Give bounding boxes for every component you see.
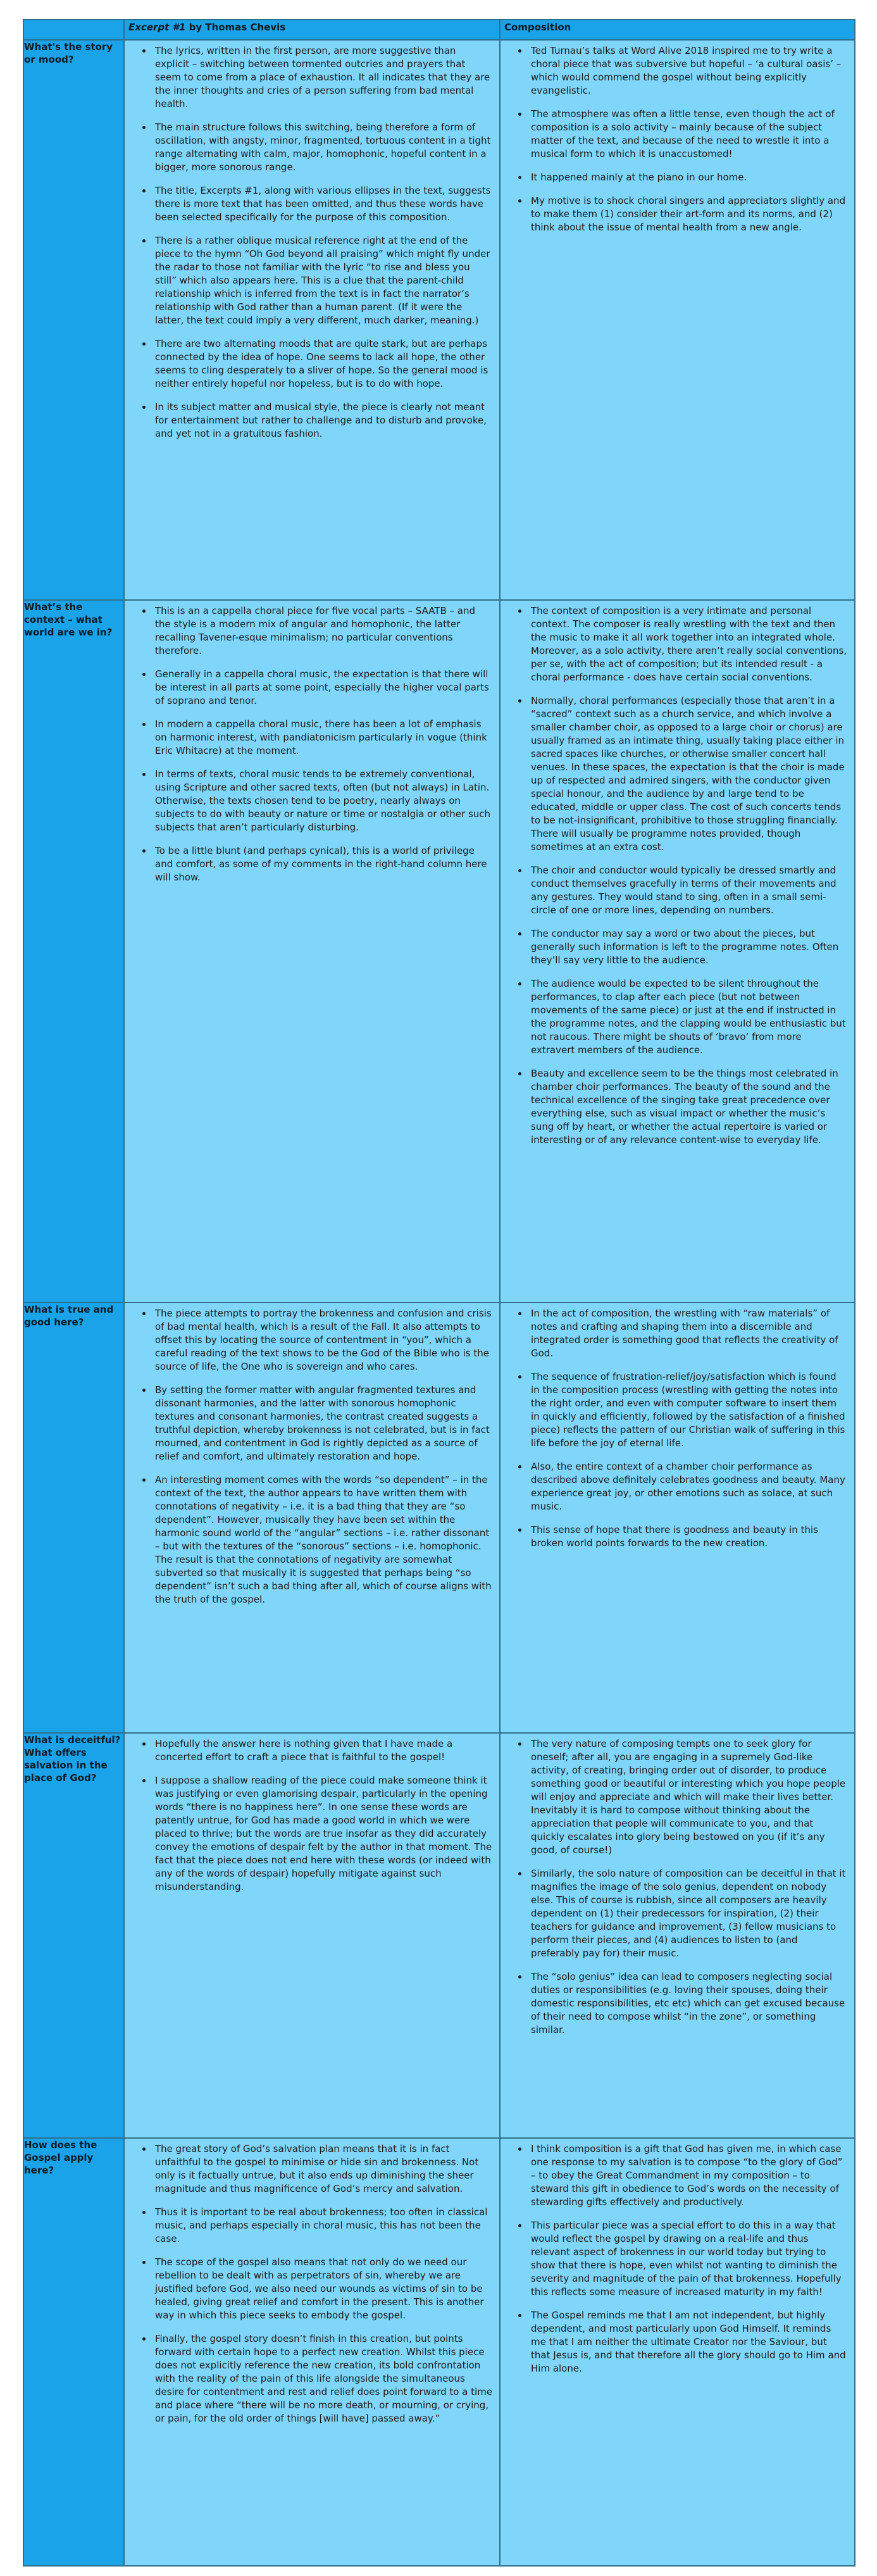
bullet-item: • I suppose a shallow reading of the piece could make someone think it was justifying or even glamorising despair, particularly in the opening words “there is no happiness here”. In one sense these words are patently untrue, for God has made a good world in which we were placed to thrive; but the words are true insofar as they did accurately convey the emotions of despair felt by the author in that moment. The fact that the piece does not end here with these words (or indeed with any of the words of despair) hopefully mitigate against such misunderstanding.	[152, 1774, 493, 1894]
bullet-item: • There are two alternating moods that are quite stark, but are perhaps connected by the idea of hope. One seems to lack all hope, the other seems to cling desperately to a sliver of hope. So the general mood is neither entirely hopeful nor hopeless, but is to do with hope.	[152, 337, 493, 391]
bullet-item: • In terms of texts, choral music tends to be extremely conventional, using Scripture and other sacred texts, often (but not always) in Latin. Otherwise, the texts chosen tend to be poetry, nearly always on subjects to do with beauty or nature or time or nostalgia or other such subjects that aren’t particularly disturbing.	[152, 768, 493, 834]
bullet-item: • The context of composition is a very intimate and personal context. The composer is really wrestling with the text and then the music to make it all work together into an integrated whole. Moreover, as a solo activity, there aren’t really social conventions, per se, with the act of composition; but its intended result - a choral performance - does have certain social conventions.	[528, 604, 848, 684]
bullet-item: • The title, Excerpts #1, along with various ellipses in the text, suggests there is more text that has been omitted, and thus these words have been selected specifically for the purpose of this composition.	[152, 184, 493, 224]
excerpt-cell	[124, 1733, 500, 2138]
composition-list	[501, 1307, 854, 1550]
composition-list	[501, 604, 854, 1147]
reflection-table	[23, 19, 855, 2567]
bullet-item: • In its subject matter and musical style, the piece is clearly not meant for entertainment but rather to challenge and to disturb and provoke, and yet not in a gratuitous fashion.	[152, 401, 493, 441]
bullet-item: • Generally in a cappella choral music, the expectation is that there will be interest in all parts at some point, especially the higher vocal parts of soprano and tenor.	[152, 668, 493, 708]
bullet-item: • Thus it is important to be real about brokenness; too often in classical music, and perhaps especially in choral music, this has not been the case.	[152, 2206, 493, 2246]
bullet-item: • An interesting moment comes with the words “so dependent” – in the context of the text, the author appears to have written them with connotations of negativity – i.e. it is a bad thing that they are “so dependent”. However, musically they have been set within the harmonic sound world of the “angular” sections – i.e. rather dissonant – but with the textures of the “sonorous” sections – i.e. homophonic. The result is that the connotations of negativity are somewhat subverted so that musically it is suggested that perhaps being “so dependent” isn’t such a bad thing after all, which of course aligns with the truth of the gospel.	[152, 1473, 493, 1606]
bullet-item: • This particular piece was a special effort to do this in a way that would reflect the gospel by drawing on a real-life and thus relevant aspect of brokenness in our world today but trying to show that there is hope, even whilst not wanting to diminish the severity and magnitude of the pain of that brokenness. Hopefully this reflects some measure of increased maturity in my faith!	[528, 2219, 848, 2299]
bullet-item: • Beauty and excellence seem to be the things most celebrated in chamber choir performances. The beauty of the sound and the technical excellence of the singing take great precedence over everything else, such as visual impact or whether the music’s sung off by heart, or whether the actual repertoire is varied or interesting or of any relevance content-wise to everyday life.	[528, 1067, 848, 1147]
bullet-item: • Similarly, the solo nature of composition can be deceitful in that it magnifies the image of the solo genius, dependent on nobody else. This of course is rubbish, since all composers are heavily dependent on (1) their predecessors for inspiration, (2) their teachers for guidance and improvement, (3) fellow musicians to perform their pieces, and (4) audiences to listen to (and preferably pay for) their music.	[528, 1867, 848, 1960]
row-true-good	[23, 1303, 855, 1733]
row-question: What’s the context – what world are we in?	[23, 600, 124, 1303]
bullet-item: • The Gospel reminds me that I am not independent, but highly dependent, and most particularly upon God Himself. It reminds me that I am neither the ultimate Creator nor the Saviour, but that Jesus is, and that therefore all the glory should go to Him and Him alone.	[528, 2309, 848, 2375]
bullet-item: • In the act of composition, the wrestling with “raw materials” of notes and crafting and shaping them into a discernible and integrated order is something good that reflects the creativity of God.	[528, 1307, 848, 1360]
row-question: How does the Gospel apply here?	[23, 2138, 124, 2566]
bullet-item: • Also, the entire context of a chamber choir performance as described above definitely celebrates goodness and beauty. Many experience great joy, or other emotions such as solace, at such music.	[528, 1460, 848, 1513]
excerpt-list	[125, 1307, 499, 1606]
excerpt-cell	[124, 600, 500, 1303]
row-deceitful	[23, 1733, 855, 2138]
bullet-item: • I think composition is a gift that God has given me, in which case one response to my salvation is to compose “to the glory of God” – to obey the Great Commandment in my composition – to steward this gift in obedience to God’s words on the necessity of stewarding gifts effectively and productively.	[528, 2142, 848, 2209]
bullet-item: • In modern a cappella choral music, there has been a lot of emphasis on harmonic interest, with pandiatonicism particularly in vogue (think Eric Whitacre) at the moment.	[152, 718, 493, 758]
bullet-item: • The conductor may say a word or two about the pieces, but generally such information is left to the programme notes. Often they’ll say very little to the audience.	[528, 927, 848, 967]
bullet-item: • The audience would be expected to be silent throughout the performances, to clap after each piece (but not between movements of the same piece) or just at the end if instructed in the programme notes, and the clapping would be enthusiastic but not raucous. There might be shouts of ‘bravo’ from more extravert members of the audience.	[528, 977, 848, 1057]
header-excerpt-cell	[124, 20, 500, 40]
row-question: What is true and good here?	[23, 1303, 124, 1733]
row-context	[23, 600, 855, 1303]
bullet-item: • By setting the former matter with angular fragmented textures and dissonant harmonies, and the latter with sonorous homophonic textures and consonant harmonies, the contrast created suggests a truthful depiction, whereby brokenness is not celebrated, but is in fact mourned, and contentment in God is rightly depicted as a source of relief and comfort, and ultimately restoration and hope.	[152, 1384, 493, 1463]
excerpt-list	[125, 1737, 499, 1894]
excerpt-list	[125, 44, 499, 441]
bullet-item: • The atmosphere was often a little tense, even though the act of composition is a solo activity – mainly because of the subject matter of the text, and because of the need to wrestle it into a musical form to which it is unaccustomed!	[528, 108, 848, 161]
bullet-item: • It happened mainly at the piano in our home.	[528, 171, 848, 184]
composition-list	[501, 44, 854, 234]
bullet-item: • The choir and conductor would typically be dressed smartly and conduct themselves gracefully in terms of their movements and any gestures. They would stand to sing, often in a small semi-circle of one or more lines, depending on numbers.	[528, 864, 848, 917]
composition-cell	[500, 1303, 855, 1733]
bullet-item: • My motive is to shock choral singers and appreciators slightly and to make them (1) consider their art-form and its norms, and (2) think about the issue of mental health from a new angle.	[528, 194, 848, 234]
bullet-item: • To be a little blunt (and perhaps cynical), this is a world of privilege and comfort, as some of my comments in the right-hand column here will show.	[152, 844, 493, 884]
excerpt-cell	[124, 1303, 500, 1733]
composition-cell	[500, 600, 855, 1303]
excerpt-list	[125, 2142, 499, 2425]
bullet-item: • The piece attempts to portray the brokenness and confusion and crisis of bad mental health, which is a result of the Fall. It also attempts to offset this by locating the source of contentment in “you”, which a careful reading of the text shows to be the God of the Bible who is the source of life, the One who is sovereign and who cares.	[152, 1307, 493, 1373]
bullet-item: • The sequence of frustration-relief/joy/satisfaction which is found in the composition process (wrestling with getting the notes into the right order, and even with computer software to insert them in quickly and efficiently, followed by the satisfaction of a finished piece) reflects the pattern of our Christian walk of suffering in this life before the joy of eternal life.	[528, 1370, 848, 1450]
composition-cell	[500, 2138, 855, 2566]
header-row	[23, 20, 855, 40]
bullet-item: • This is an a cappella choral piece for five vocal parts – SAATB – and the style is a modern mix of angular and homophonic, the latter recalling Tavener-esque minimalism; no particular conventions therefore.	[152, 604, 493, 658]
composition-cell	[500, 1733, 855, 2138]
bullet-item: • The lyrics, written in the first person, are more suggestive than explicit – switching between tormented outcries and prayers that seem to come from a place of exhaustion. It all indicates that they are the inner thoughts and cries of a person suffering from bad mental health.	[152, 44, 493, 111]
row-story	[23, 40, 855, 600]
bullet-item: • The great story of God’s salvation plan means that it is in fact unfaithful to the gospel to minimise or hide sin and brokenness. Not only is it factually untrue, but it also ends up diminishing the sheer magnitude and thus magnificence of God’s mercy and salvation.	[152, 2142, 493, 2196]
bullet-item: • The main structure follows this switching, being therefore a form of oscillation, with angsty, minor, fragmented, tortuous content in a tight range alternating with calm, major, homophonic, hopeful content in a bigger, more sonorous range.	[152, 121, 493, 174]
excerpt-list	[125, 604, 499, 884]
bullet-item: • Normally, choral performances (especially those that aren’t in a “sacred” context such as a church service, and which involve a smaller chamber choir, as opposed to a large choir or chorus) are usually framed as an intimate thing, usually taking place either in sacred spaces like churches, or otherwise smaller concert hall venues. In these spaces, the expectation is that the choir is made up of respected and admired singers, with the conductor given special honour, and the audience by and large tend to be educated, middle or upper class. The cost of such concerts tends to be not-insignificant, prohibitive to those struggling financially. There will usually be programme notes provided, though sometimes at an extra cost.	[528, 694, 848, 854]
row-question: What is deceitful? What offers salvation in the place of God?	[23, 1733, 124, 2138]
bullet-item: • There is a rather oblique musical reference right at the end of the piece to the hymn “Oh God beyond all praising” which might fly under the radar to those not familiar with the lyric “to rise and bless you still” which also appears here. This is a clue that the parent-child relationship which is inferred from the text is in fact the narrator’s relationship with God rather than a human parent. (If it were the latter, the text could imply a very different, much darker, meaning.)	[152, 234, 493, 327]
bullet-item: • The “solo genius” idea can lead to composers neglecting social duties or responsibilities (e.g. loving their spouses, doing their domestic responsibilities, etc etc) which can get excused because of their need to compose whilst “in the zone”, or something similar.	[528, 1970, 848, 2037]
row-question: What's the story or mood?	[23, 40, 124, 600]
header-composition-cell: Composition	[500, 20, 855, 40]
header-excerpt-title: Excerpt #1	[128, 22, 186, 33]
header-excerpt-author: by Thomas Chevis	[185, 22, 286, 33]
bullet-item: • Finally, the gospel story doesn’t finish in this creation, but points forward with certain hope to a perfect new creation. Whilst this piece does not explicitly reference the new creation, its bold confrontation with the reality of the pain of this life alongside the simultaneous desire for contentment and rest and relief does point forward to a time and place where “there will be no more death, or mourning, or crying, or pain, for the old order of things [will have] passed away.”	[152, 2332, 493, 2425]
composition-list	[501, 1737, 854, 2037]
excerpt-cell	[124, 40, 500, 600]
bullet-item: • The scope of the gospel also means that not only do we need our rebellion to be dealt with as perpetrators of sin, whereby we are justified before God, we also need our wounds as victims of sin to be healed, giving great relief and comfort in the present. This is another way in which this piece seeks to embody the gospel.	[152, 2256, 493, 2322]
row-gospel	[23, 2138, 855, 2566]
composition-cell	[500, 40, 855, 600]
bullet-item: • Hopefully the answer here is nothing given that I have made a concerted effort to craft a piece that is faithful to the gospel!	[152, 1737, 493, 1764]
bullet-item: • This sense of hope that there is goodness and beauty in this broken world points forwards to the new creation.	[528, 1523, 848, 1550]
composition-list	[501, 2142, 854, 2375]
bullet-item: • The very nature of composing tempts one to seek glory for oneself; after all, you are engaging in a supremely God-like activity, of creating, bringing order out of disorder, to produce something good or beautiful or interesting which you hope people will enjoy and appreciate and which will make their lives better. Inevitably it is hard to compose without thinking about the appreciation that people will communicate to you, and that quickly escalates into glory being bestowed on you (if it’s any good, of course!)	[528, 1737, 848, 1857]
excerpt-cell	[124, 2138, 500, 2566]
bullet-item: • Ted Turnau’s talks at Word Alive 2018 inspired me to try write a choral piece that was subversive but hopeful – ‘a cultural oasis’ – which would commend the gospel without being explicitly evangelistic.	[528, 44, 848, 97]
header-question-cell	[23, 20, 124, 40]
